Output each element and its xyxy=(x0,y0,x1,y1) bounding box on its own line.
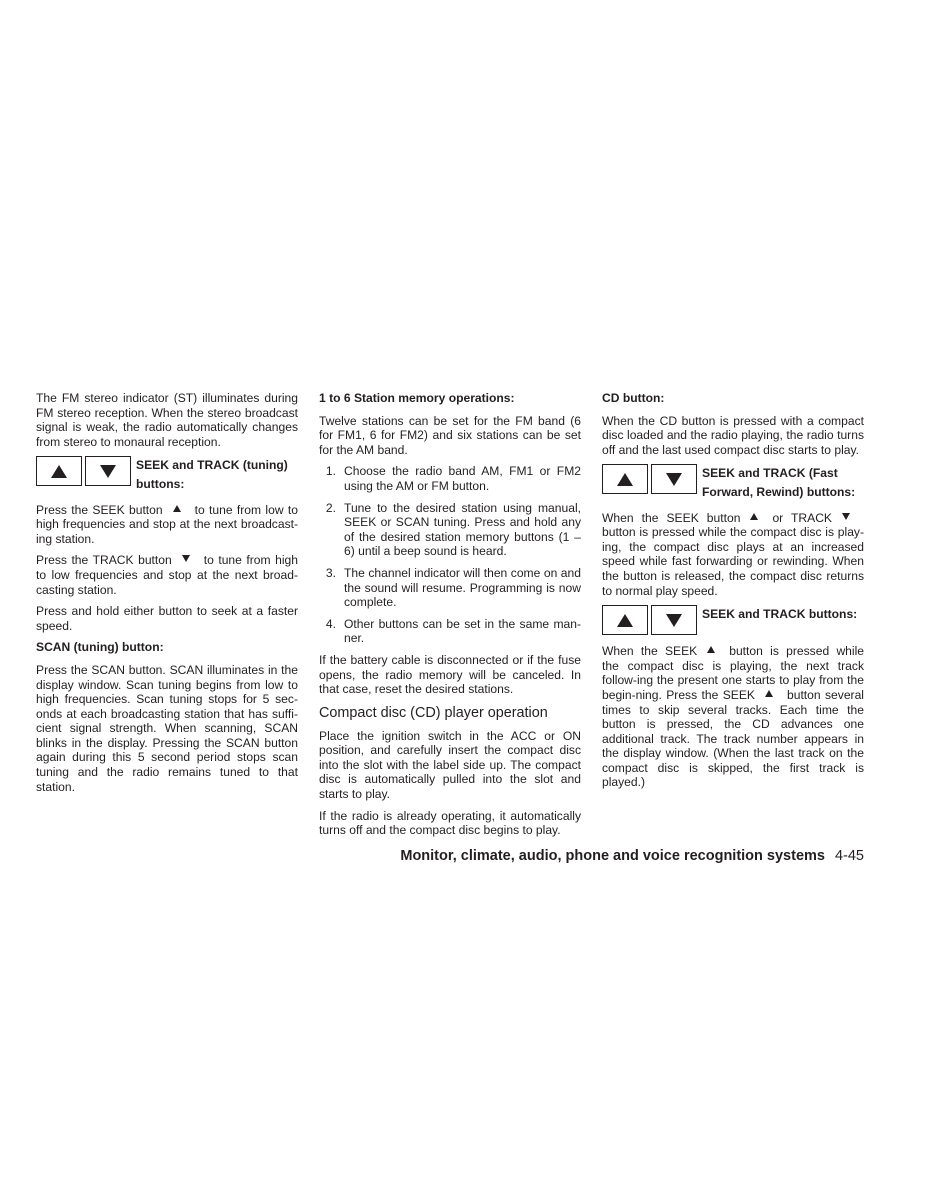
cd-button-heading: CD button: xyxy=(602,391,665,405)
up-triangle-icon xyxy=(617,473,633,486)
seek-track-tuning-title-line1: SEEK and TRACK (tuning) xyxy=(136,458,288,473)
track-down-button-illustration xyxy=(85,456,131,486)
list-item: 3. The channel indicator will then come on and the sound will resume. Programming is now complete. xyxy=(325,565,581,610)
track-button-paragraph: Press the TRACK button to tune from high to low frequencies and stop at the next broad-casting station. xyxy=(36,553,298,597)
seek-up-icon xyxy=(173,505,181,512)
cd-player-heading: Compact disc (CD) player operation xyxy=(319,704,548,721)
column-3 xyxy=(602,391,864,797)
cd-insert-paragraph: Place the ignition switch in the ACC or ON position, and carefully insert the compact disc into the slot with the label side up. The compact disc is automatically pulled into the slot and starts to play. xyxy=(319,728,581,802)
page-number: 4-45 xyxy=(834,848,864,864)
section-title: Monitor, climate, audio, phone and voice recognition systems xyxy=(400,848,825,864)
seek-track-tuning-title-line2: buttons: xyxy=(136,476,185,491)
station-memory-steps xyxy=(319,464,581,646)
list-item: 1. Choose the radio band AM, FM1 or FM2 using the AM or FM button. xyxy=(325,464,581,493)
cd-radio-off-paragraph: If the radio is already operating, it automatically turns off and the compact disc begins to play. xyxy=(319,808,581,838)
scan-heading: SCAN (tuning) button: xyxy=(36,640,164,655)
seek-track-tuning-heading xyxy=(36,456,298,493)
seek-up-icon xyxy=(750,513,758,520)
seek-button-paragraph: Press the SEEK button to tune from low to high frequencies and stop at the next broadcast-ing station. xyxy=(36,502,299,546)
column-2 xyxy=(319,391,581,845)
down-triangle-icon xyxy=(100,465,116,478)
track-down-icon xyxy=(182,555,190,562)
down-triangle-icon xyxy=(666,614,682,627)
seek-up-icon xyxy=(707,646,715,653)
seek-up-button-illustration xyxy=(602,464,648,494)
seek-up-button-illustration xyxy=(602,605,648,635)
track-down-button-illustration xyxy=(651,464,697,494)
track-down-button-illustration xyxy=(651,605,697,635)
ff-title-line1: SEEK and TRACK (Fast xyxy=(702,466,838,481)
seek-track-cd-heading xyxy=(602,605,864,635)
station-memory-paragraph: Twelve stations can be set for the FM band (6 for FM1, 6 for FM2) and six stations can be set for the AM band. xyxy=(319,413,581,457)
up-triangle-icon xyxy=(617,614,633,627)
press-hold-paragraph: Press and hold either button to seek at a faster speed. xyxy=(36,604,298,633)
seek-track-cd-title: SEEK and TRACK buttons: xyxy=(702,607,858,622)
seek-up-icon xyxy=(765,690,773,697)
station-memory-heading: 1 to 6 Station memory operations: xyxy=(319,391,515,405)
down-triangle-icon xyxy=(666,473,682,486)
fast-forward-rewind-heading xyxy=(602,464,864,501)
skip-track-paragraph: When the SEEK button is pressed while the compact disc is playing, the next track follow-ing the present one starts to play from the begin-ning. Press the SEEK button several times to skip several tracks. Each time the button is pressed, the CD advances one additional track. The track number appears in the display window. (When the last track on the compact disc is skipped, the first track is played.) xyxy=(602,644,865,790)
ff-title-line2: Forward, Rewind) buttons: xyxy=(702,484,856,499)
page-footer xyxy=(400,848,864,864)
cd-button-paragraph: When the CD button is pressed with a compact disc loaded and the radio playing, the radio turns off and the last used compact disc starts to play. xyxy=(602,413,864,457)
column-1 xyxy=(36,391,298,801)
fast-forward-paragraph: When the SEEK button or TRACKbutton is pressed while the compact disc is play-ing, the compact disc plays at an increased speed while fast forwarding or rewinding. When the button is released, the compact disc returns to normal play speed. xyxy=(602,510,864,598)
fm-stereo-paragraph: The FM stereo indicator (ST) illuminates during FM stereo reception. When the stereo broadcast signal is weak, the radio automatically changes from stereo to monaural reception. xyxy=(36,391,298,449)
seek-up-button-illustration xyxy=(36,456,82,486)
up-triangle-icon xyxy=(51,465,67,478)
list-item: 4. Other buttons can be set in the same man-ner. xyxy=(325,616,581,646)
list-item: 2. Tune to the desired station using manual, SEEK or SCAN tuning. Press and hold any of the desired station memory buttons (1 – 6) until a beep sound is heard. xyxy=(325,500,581,559)
battery-paragraph: If the battery cable is disconnected or if the fuse opens, the radio memory will be canceled. In that case, reset the desired stations. xyxy=(319,652,581,697)
scan-paragraph: Press the SCAN button. SCAN illuminates in the display window. Scan tuning begins from low to high frequencies. Scan tuning stops for 5 sec-onds at each broadcasting station that has suffi-cient signal strength. When scanning, SCAN blinks in the display. Pressing the SCAN button again during this 5 second period stops scan tuning and the radio remains tuned to that station. xyxy=(36,662,298,794)
track-down-icon xyxy=(842,513,850,520)
